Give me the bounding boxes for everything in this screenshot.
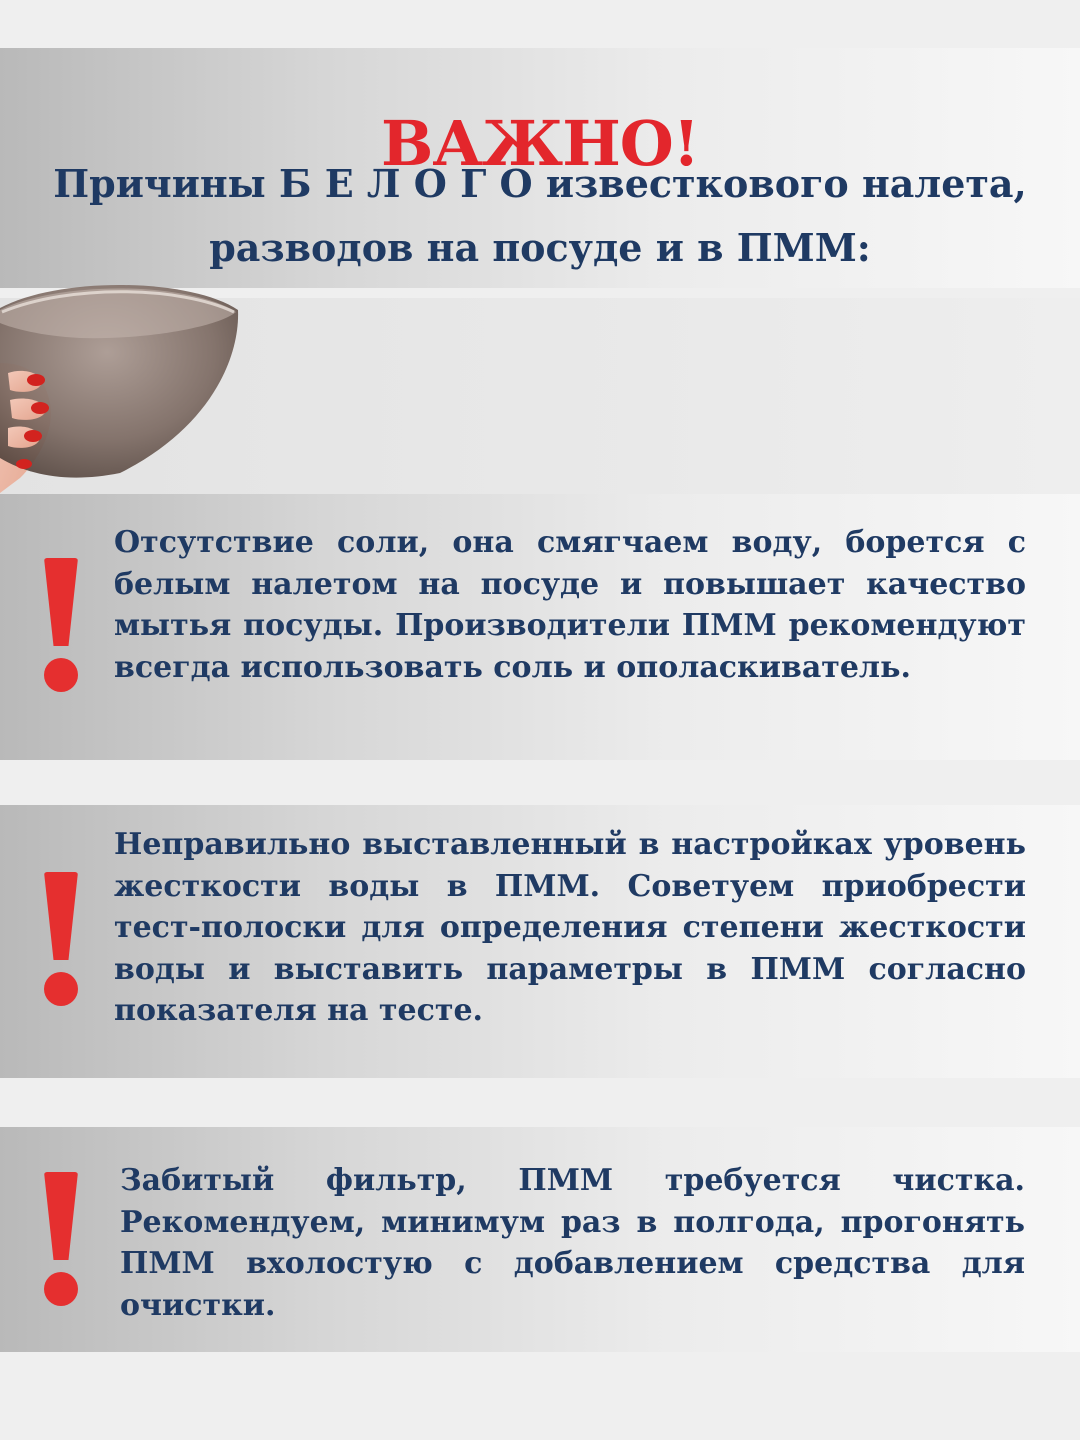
page-title: ВАЖНО! <box>380 106 700 180</box>
page-subtitle: Причины Б Е Л О Г О известкового налета, разводов на посуде и в ПММ: <box>53 161 1027 270</box>
glass-bowl-in-hand-icon <box>0 268 260 518</box>
exclamation-icon <box>36 558 86 698</box>
exclamation-icon <box>36 872 86 1012</box>
reason-text-1: Отсутствие соли, она смягчаем воду, борется с белым налетом на посуде и повышает качество мытья посуды. Производители ПММ рекомендуют всегда использовать соль и ополаскиватель. <box>114 525 1026 685</box>
reason-text-3: Забитый фильтр, ПММ требуется чистка. Рекомендуем, минимум раз в полгода, прогонять ПММ вхолостую с добавлением средства для очистки. <box>120 1163 1025 1323</box>
exclamation-icon <box>36 1172 86 1312</box>
reason-text-2: Неправильно выставленный в настройках уровень жесткости воды в ПММ. Советуем приобрести тест-полоски для определения степени жесткости воды и выставить параметры в ПММ согласно показателя на тесте. <box>114 827 1026 1028</box>
